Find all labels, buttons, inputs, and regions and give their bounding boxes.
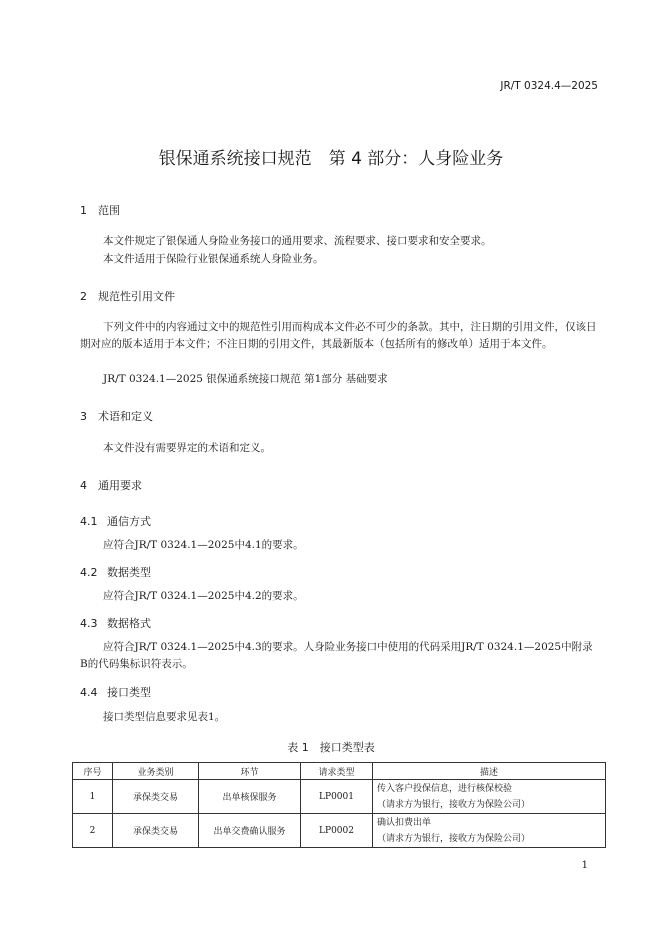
section-number: 4.2 <box>80 566 98 579</box>
section-title: 数据格式 <box>107 617 151 630</box>
description-cell <box>373 814 606 848</box>
section-4-heading <box>80 477 142 493</box>
normative-reference: JR/T 0324.1—2025 银保通系统接口规范 第1部分 基础要求 <box>103 373 388 385</box>
description-line: 传入客户投保信息，进行核保校验 <box>377 783 513 794</box>
section-4-1-heading <box>80 513 151 529</box>
section-title: 规范性引用文件 <box>98 290 175 303</box>
request-type-cell: LP0002 <box>301 814 373 848</box>
page-number: 1 <box>581 860 588 871</box>
category-cell: 承保类交易 <box>113 814 199 848</box>
section-title: 数据类型 <box>107 566 151 579</box>
header-cell: 业务类别 <box>113 763 199 780</box>
table-row <box>73 814 606 848</box>
section-4-4-paragraph: 接口类型信息要求见表1。 <box>103 711 226 723</box>
section-number: 4 <box>80 479 87 492</box>
request-type-cell: LP0001 <box>301 780 373 814</box>
section-2-paragraph-1: 下列文件中的内容通过文中的规范性引用而构成本文件必不可少的条款。其中，注日期的引用文件，仅该日期对应的版本适用于本文件；不注日期的引用文件，其最新版本（包括所有的修改单）适用于本文件。 <box>80 321 597 350</box>
section-title: 术语和定义 <box>98 410 153 423</box>
section-number: 2 <box>80 290 87 303</box>
section-number: 4.1 <box>80 515 98 528</box>
step-cell: 出单交费确认服务 <box>199 814 301 848</box>
section-4-2-heading <box>80 564 151 580</box>
section-title: 范围 <box>98 204 120 217</box>
step-cell: 出单核保服务 <box>199 780 301 814</box>
section-1-paragraph-1: 本文件规定了银保通人身险业务接口的通用要求、流程要求、接口要求和安全要求。 <box>103 235 492 247</box>
standard-number: JR/T 0324.4—2025 <box>500 80 598 92</box>
table-row <box>73 780 606 814</box>
section-1-paragraph-2: 本文件适用于保险行业银保通系统人身险业务。 <box>103 253 324 265</box>
section-1-heading <box>80 202 120 218</box>
section-2-heading <box>80 288 175 304</box>
section-title: 接口类型 <box>107 686 151 699</box>
header-cell: 序号 <box>73 763 113 780</box>
header-cell: 请求类型 <box>301 763 373 780</box>
description-note: （请求方为银行，接收方为保险公司） <box>377 799 531 810</box>
description-note: （请求方为银行，接收方为保险公司） <box>377 833 531 844</box>
interface-type-table <box>72 762 606 848</box>
section-number: 1 <box>80 204 87 217</box>
section-title: 通信方式 <box>107 515 151 528</box>
section-3-heading <box>80 408 153 424</box>
section-title: 通用要求 <box>98 479 142 492</box>
description-line: 确认扣费出单 <box>377 817 432 828</box>
document-title: 银保通系统接口规范 第 4 部分：人身险业务 <box>158 149 504 169</box>
table-caption: 表 1 接口类型表 <box>287 741 375 754</box>
header-cell: 环节 <box>199 763 301 780</box>
section-4-3-paragraph: 应符合JR/T 0324.1—2025中4.3的要求。人身险业务接口中使用的代码采用JR/T 0324.1—2025中附录B的代码集标识符表示。 <box>80 641 593 670</box>
section-4-2-paragraph: 应符合JR/T 0324.1—2025中4.2的要求。 <box>103 590 304 602</box>
description-cell <box>373 780 606 814</box>
section-4-4-heading <box>80 684 151 700</box>
row-number-cell: 2 <box>73 814 113 848</box>
row-number-cell: 1 <box>73 780 113 814</box>
section-number: 4.3 <box>80 617 98 630</box>
section-number: 3 <box>80 410 87 423</box>
section-4-3-heading <box>80 615 151 631</box>
category-cell: 承保类交易 <box>113 780 199 814</box>
section-4-1-paragraph: 应符合JR/T 0324.1—2025中4.1的要求。 <box>103 539 304 551</box>
section-3-paragraph: 本文件没有需要界定的术语和定义。 <box>103 442 271 454</box>
header-cell: 描述 <box>373 763 606 780</box>
section-number: 4.4 <box>80 686 98 699</box>
table-header-row <box>73 763 606 780</box>
